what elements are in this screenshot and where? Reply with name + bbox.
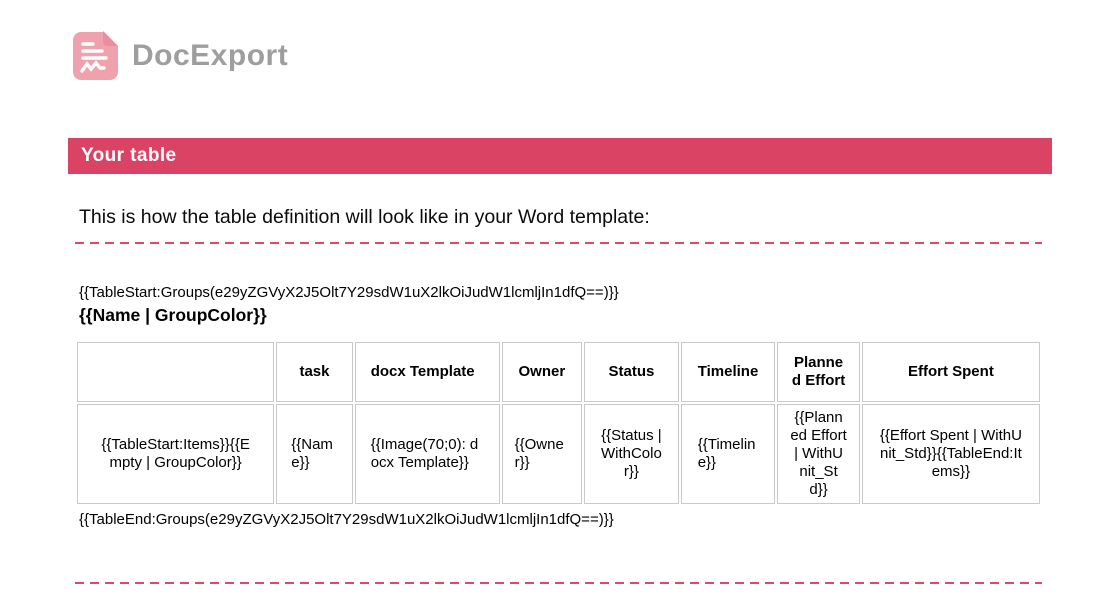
cell-planned-effort: {{Planned Effort | WithUnit_Std}} bbox=[777, 404, 860, 504]
cell-name: {{Name}} bbox=[276, 404, 352, 504]
header-planned-effort: Planned Effort bbox=[777, 342, 860, 402]
cell-owner: {{Owner}} bbox=[502, 404, 583, 504]
docexport-logo[interactable] bbox=[72, 31, 288, 81]
header-docx-template: docx Template bbox=[355, 342, 500, 402]
header-task: task bbox=[276, 342, 352, 402]
header-owner: Owner bbox=[502, 342, 583, 402]
docexport-logo-text: DocExport bbox=[132, 39, 289, 72]
table-row bbox=[77, 404, 1040, 504]
table-end-groups-tag: {{TableEnd:Groups(e29yZGVyX2J5Olt7Y29sdW1uX2lkOiJudW1lcmljIn1dfQ==)}} bbox=[79, 511, 614, 528]
template-table-wrapper bbox=[75, 340, 1042, 506]
group-name-tag: {{Name | GroupColor}} bbox=[79, 305, 267, 325]
dashed-divider-bottom bbox=[75, 582, 1042, 584]
header-timeline: Timeline bbox=[681, 342, 776, 402]
header-blank bbox=[77, 342, 274, 402]
intro-text: This is how the table definition will look like in your Word template: bbox=[79, 206, 650, 228]
template-table bbox=[75, 340, 1042, 506]
cell-image-docx-template: {{Image(70;0): docx Template}} bbox=[355, 404, 500, 504]
header-status: Status bbox=[584, 342, 679, 402]
cell-effort-spent-tableend: {{Effort Spent | WithUnit_Std}}{{TableEnd:Items}} bbox=[862, 404, 1040, 504]
cell-timeline: {{Timeline}} bbox=[681, 404, 776, 504]
table-start-groups-tag: {{TableStart:Groups(e29yZGVyX2J5Olt7Y29sdW1uX2lkOiJudW1lcmljIn1dfQ==)}} bbox=[79, 284, 619, 301]
header-effort-spent: Effort Spent bbox=[862, 342, 1040, 402]
your-table-banner bbox=[68, 138, 1052, 174]
banner-title: Your table bbox=[81, 145, 177, 166]
cell-tablestart-items: {{TableStart:Items}}{{Empty | GroupColor}} bbox=[77, 404, 274, 504]
cell-status: {{Status | WithColor}} bbox=[584, 404, 679, 504]
table-header-row bbox=[77, 342, 1040, 402]
dashed-divider-top bbox=[75, 242, 1042, 244]
docexport-logo-icon bbox=[72, 31, 120, 81]
